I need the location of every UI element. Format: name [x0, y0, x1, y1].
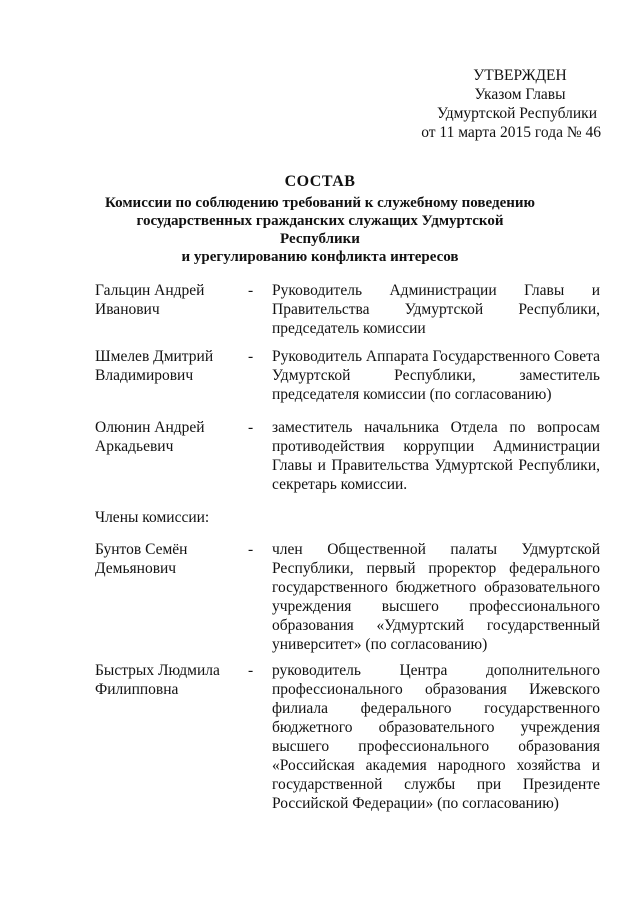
entry-name: Быстрых Людмила Филипповна [95, 662, 220, 698]
entry-description: Руководитель Администрации Главы и Правительства Удмуртской Республики, председатель комиссии [272, 282, 600, 337]
entry-description: Руководитель Аппарата Государственного Совета Удмуртской Республики, заместитель председателя комиссии (по согласованию) [272, 348, 600, 403]
page-title: СОСТАВ [284, 173, 356, 190]
entry-name: Бунтов Семён Демьянович [95, 541, 188, 577]
entry-description: заместитель начальника Отдела по вопросам противодействия коррупции Администрации Главы и Правительства Удмуртской Республики, секретарь комиссии. [272, 419, 600, 493]
approval-line-republic: Удмуртской Республики [436, 105, 597, 122]
page-subtitle: Комиссии по соблюдению требований к служебному поведению государственных гражданских служащих Удмуртской Республики и урегулированию конфликта интересов [104, 195, 535, 265]
entry-dash: - [248, 541, 254, 558]
entry-dash: - [248, 419, 254, 436]
entry-name: Гальцин Андрей Иванович [95, 282, 205, 318]
entry-name: Олюнин Андрей Аркадьевич [95, 419, 205, 455]
title-block [95, 172, 545, 266]
members-label: Члены комиссии: [95, 509, 210, 526]
entry-name: Шмелев Дмитрий Владимирович [95, 348, 214, 384]
entry-dash: - [248, 282, 254, 299]
entry-description: руководитель Центра дополнительного профессионального образования Ижевского филиала федерального государственного бюджетного образовательного учреждения высшего профессионального образования «Российская академия народного хозяйства и государственной службы при Президенте Российской Федерации» (по согласованию) [272, 662, 600, 812]
entry-description: член Общественной палаты Удмуртской Республики, первый проректор федерального государственного бюджетного образовательного учреждения высшего профессионального образования «Удмуртский государственный университет» (по согласованию) [272, 541, 600, 653]
approval-line-decree: Указом Главы [474, 86, 566, 103]
approval-line-date: от 11 марта 2015 года № 46 [421, 124, 601, 141]
entry-dash: - [248, 348, 254, 365]
approval-line-approved: УТВЕРЖДЕН [473, 67, 567, 84]
entry-dash: - [248, 662, 254, 679]
approval-stamp [405, 66, 605, 142]
